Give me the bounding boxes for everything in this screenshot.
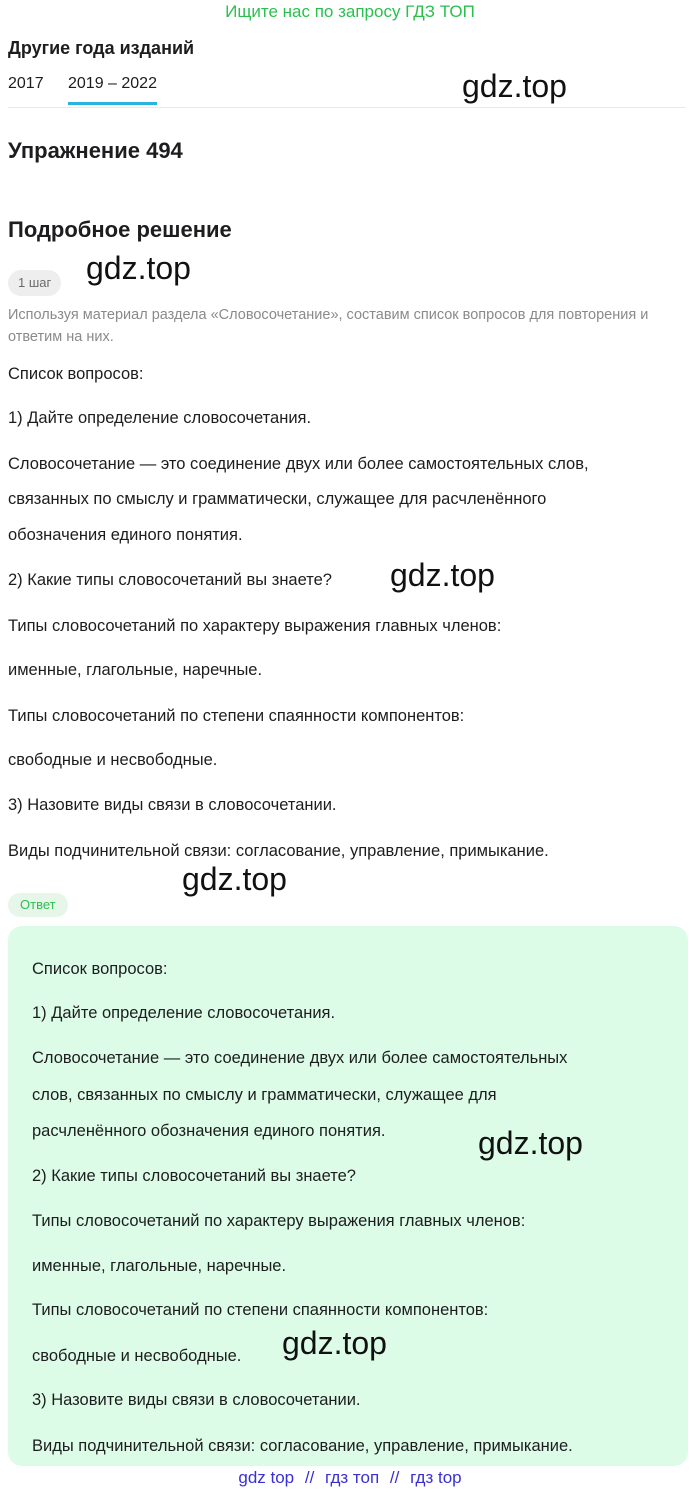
exercise-title: Упражнение 494 bbox=[8, 138, 183, 163]
footer-link-gdz-top-mixed[interactable]: гдз top bbox=[410, 1468, 462, 1487]
solution-line: именные, глагольные, наречные. bbox=[8, 661, 263, 679]
other-years-heading: Другие года изданий bbox=[8, 38, 195, 58]
solution-line: 1) Дайте определение словосочетания. bbox=[8, 409, 312, 427]
solution-line: Словосочетание — это соединение двух или более самостоятельных слов, bbox=[8, 455, 589, 473]
solution-line: 3) Назовите виды связи в словосочетании. bbox=[8, 796, 337, 814]
answer-line: свободные и несвободные. bbox=[32, 1347, 242, 1365]
solution-line: свободные и несвободные. bbox=[8, 751, 218, 769]
watermark: gdz.top bbox=[478, 1125, 583, 1161]
solution-line: обозначения единого понятия. bbox=[8, 526, 243, 544]
solution-title: Подробное решение bbox=[8, 217, 232, 242]
answer-line: Типы словосочетаний по характеру выражения главных членов: bbox=[32, 1212, 526, 1230]
answer-line: 3) Назовите виды связи в словосочетании. bbox=[32, 1391, 361, 1409]
step-badge: 1 шаг bbox=[8, 270, 61, 296]
answer-badge: Ответ bbox=[8, 893, 68, 917]
footer-links bbox=[0, 1467, 700, 1489]
answer-line: расчленённого обозначения единого понятия. bbox=[32, 1122, 386, 1140]
watermark: gdz.top bbox=[282, 1325, 387, 1361]
answer-line: 1) Дайте определение словосочетания. bbox=[32, 1004, 336, 1022]
solution-line: Список вопросов: bbox=[8, 365, 144, 383]
footer-link-gdz-top[interactable]: gdz top bbox=[238, 1468, 295, 1487]
footer-link-gdz-top-ru[interactable]: гдз топ bbox=[325, 1468, 380, 1487]
solution-line: Типы словосочетаний по степени спаянности компонентов: bbox=[8, 707, 465, 725]
solution-line: 2) Какие типы словосочетаний вы знаете? bbox=[8, 571, 332, 589]
tab-year-2017[interactable]: 2017 bbox=[8, 75, 44, 92]
search-banner: Ищите нас по запросу ГДЗ ТОП bbox=[225, 2, 475, 21]
footer-separator: // bbox=[304, 1468, 315, 1487]
answer-line: 2) Какие типы словосочетаний вы знаете? bbox=[32, 1167, 356, 1185]
solution-line: Виды подчинительной связи: согласование, управление, примыкание. bbox=[8, 842, 549, 860]
watermark: gdz.top bbox=[86, 250, 191, 286]
footer-separator: // bbox=[389, 1468, 400, 1487]
tabs-divider bbox=[8, 107, 686, 108]
answer-line: Типы словосочетаний по степени спаянности компонентов: bbox=[32, 1301, 489, 1319]
answer-line: Список вопросов: bbox=[32, 960, 168, 978]
answer-line: Словосочетание — это соединение двух или более самостоятельных bbox=[32, 1049, 568, 1067]
answer-line: именные, глагольные, наречные. bbox=[32, 1257, 287, 1275]
answer-line: Виды подчинительной связи: согласование, управление, примыкание. bbox=[32, 1437, 573, 1455]
step-description: Используя материал раздела «Словосочетание», составим список вопросов для повторения и ответим на них. bbox=[8, 307, 649, 345]
solution-line: Типы словосочетаний по характеру выражения главных членов: bbox=[8, 617, 502, 635]
watermark: gdz.top bbox=[462, 68, 567, 104]
answer-line: слов, связанных по смыслу и грамматически, служащее для bbox=[32, 1086, 497, 1104]
watermark: gdz.top bbox=[182, 861, 287, 897]
tab-year-2019-2022[interactable]: 2019 – 2022 bbox=[68, 74, 157, 105]
watermark: gdz.top bbox=[390, 557, 495, 593]
solution-line: связанных по смыслу и грамматически, служащее для расчленённого bbox=[8, 490, 547, 508]
